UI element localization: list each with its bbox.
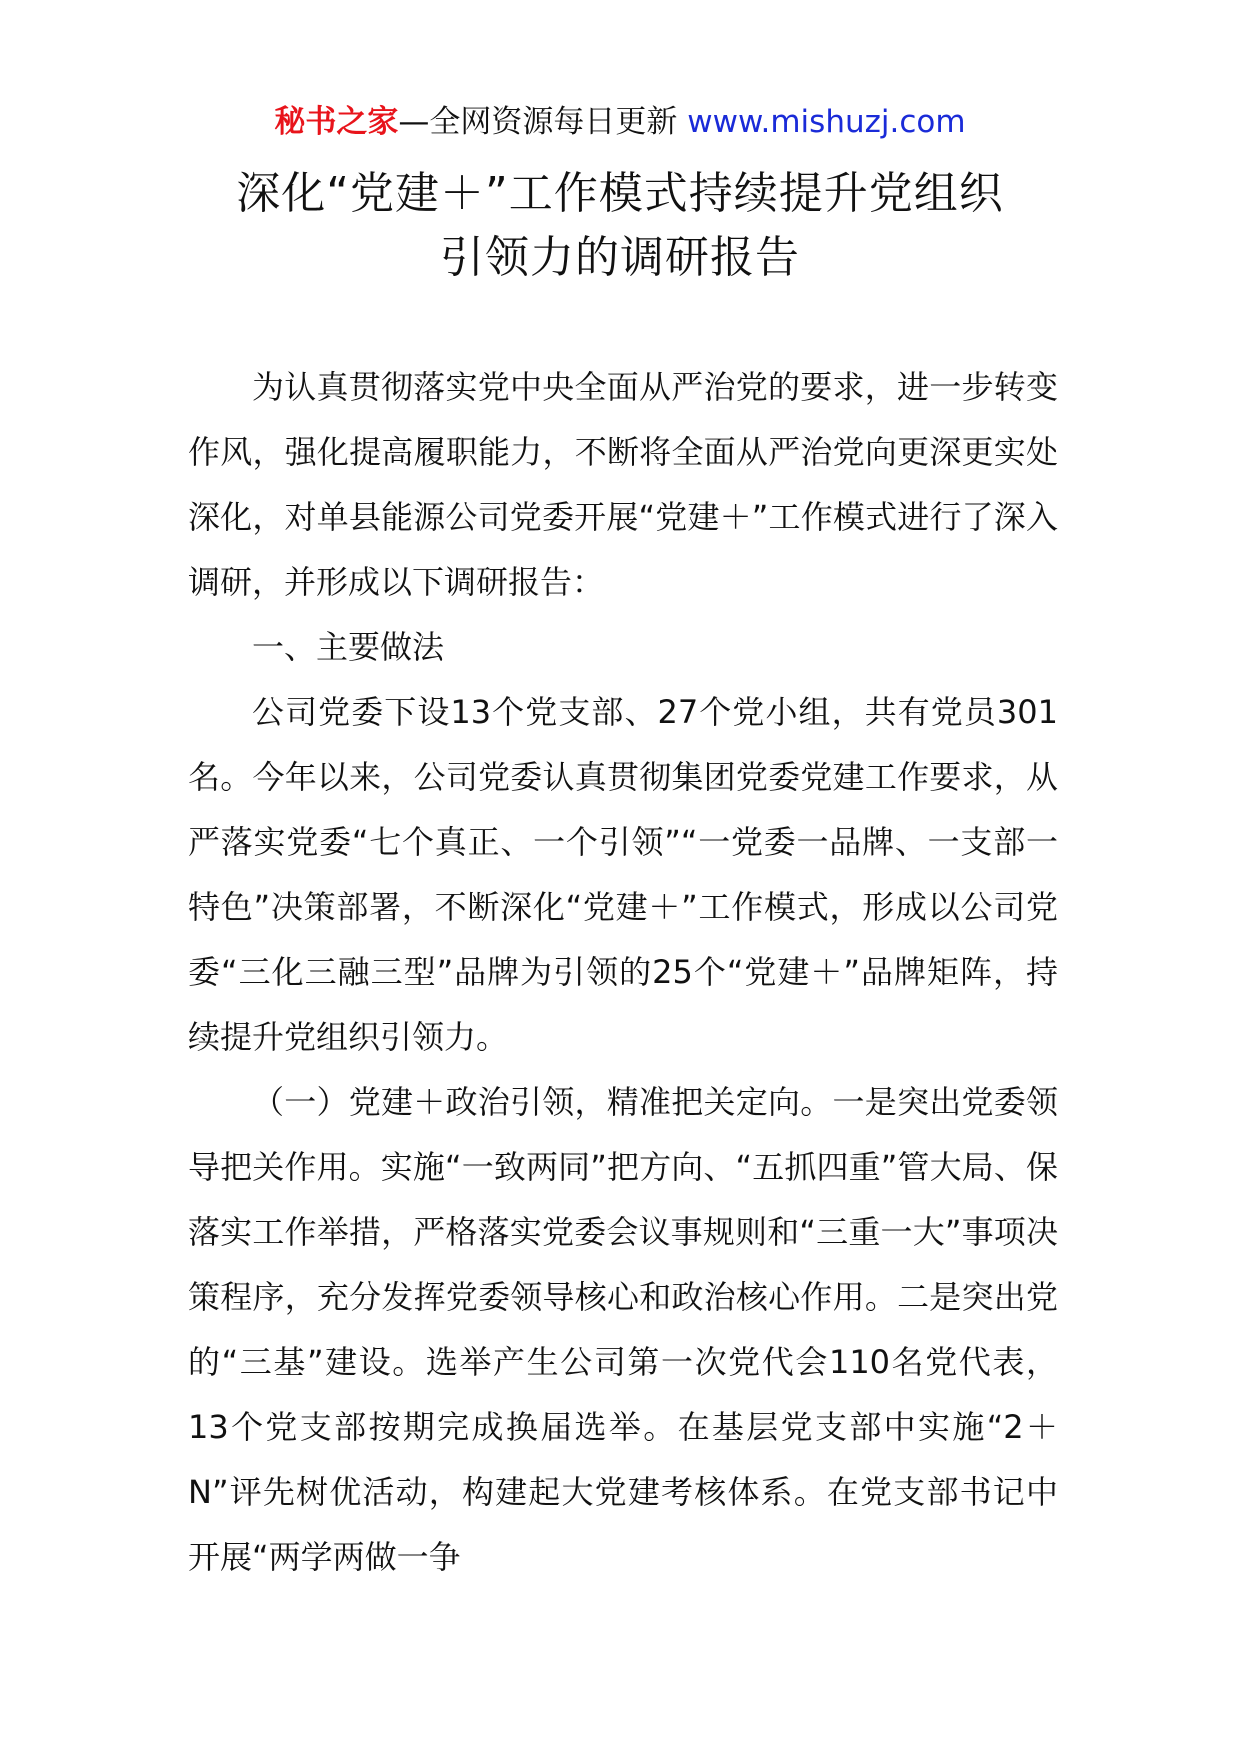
header-tagline: —全网资源每日更新 [398,104,678,140]
section-heading: 一、主要做法 [252,628,445,666]
document-title [150,162,1090,290]
subsection-paragraph: （一）党建＋政治引领，精准把关定向。一是突出党委领导把关作用。实施“一致两同”把方向、“五抓四重”管大局、保落实工作举措，严格落实党委会议事规则和“三重一大”事项决策程序，充分发挥党委领导核心和政治核心作用。二是突出党的“三基”建设。选举产生公司第一次党代会110名党代表，13个党支部按期完成换届选举。在基层党支部中实施“2＋N”评先树优活动，构建起大党建考核体系。在党支部书记中开展“两学两做一争 [188,1083,1058,1576]
title-line-2: 引领力的调研报告 [440,232,800,283]
document-body [188,355,1058,1590]
section-paragraph: 公司党委下设13个党支部、27个党小组，共有党员301名。今年以来，公司党委认真贯彻集团党委党建工作要求，从严落实党委“七个真正、一个引领”“一党委一品牌、一支部一特色”决策部署，不断深化“党建＋”工作模式，形成以公司党委“三化三融三型”品牌为引领的25个“党建＋”品牌矩阵，持续提升党组织引领力。 [188,693,1058,1056]
site-header [0,100,1240,144]
site-url-link[interactable]: www.mishuzj.com [687,104,966,140]
title-line-1: 深化“党建＋”工作模式持续提升党组织 [236,168,1004,219]
brand-name: 秘书之家 [274,104,399,140]
intro-paragraph: 为认真贯彻落实党中央全面从严治党的要求，进一步转变作风，强化提高履职能力，不断将全面从严治党向更深更实处深化，对单县能源公司党委开展“党建＋”工作模式进行了深入调研，并形成以下调研报告： [188,368,1058,601]
